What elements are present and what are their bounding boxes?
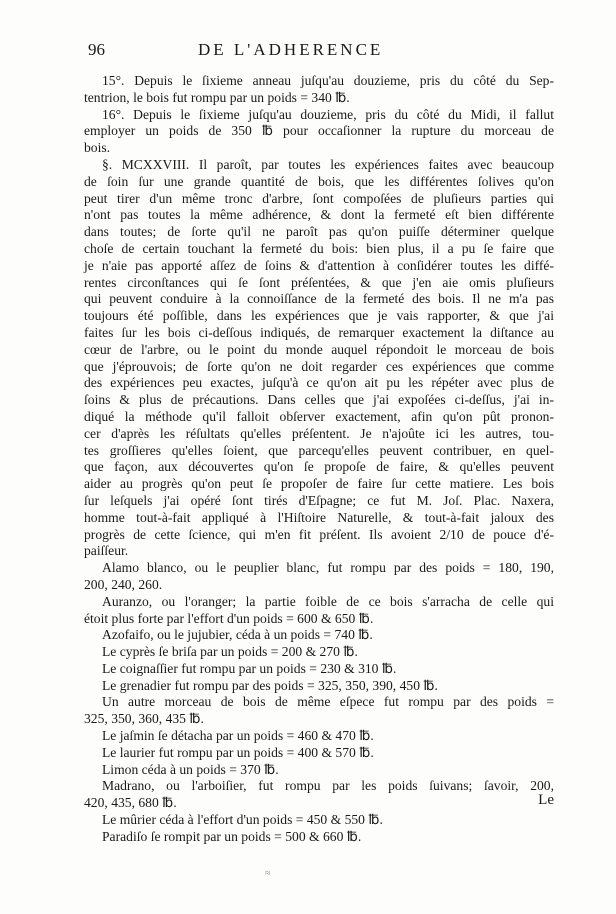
- text-line: peut tirer d'un même tronc d'arbre, ſont compoſées de pluſieurs parties qui: [84, 190, 554, 206]
- text-line: Alamo blanco, ou le peuplier blanc, fut rompu par des poids = 180, 190,: [102, 560, 554, 576]
- page-header: [88, 40, 556, 60]
- text-line: choſe de certain touchant la fermeté du bois: bien plus, il a pu ſe faire que: [84, 240, 554, 256]
- text-line: bois.: [84, 140, 111, 156]
- text-line: faites ſur les bois ci-deſſous indiqués, de remarquer exactement la diſtance au: [84, 324, 554, 340]
- text-line: Azofaifo, ou le jujubier, céda à un poids = 740 ℔.: [102, 627, 373, 643]
- text-line: Paradiſo ſe rompit par un poids = 500 & 660 ℔.: [102, 828, 362, 844]
- text-line: Un autre morceau de bois de même eſpece fut rompu par des poids =: [102, 694, 554, 710]
- text-line: cœur de l'arbre, ou le point du monde auquel répondoit le morceau de bois: [84, 341, 554, 357]
- text-line: Le grenadier fut rompu par des poids = 325, 350, 390, 450 ℔.: [102, 677, 438, 693]
- text-line: Limon céda à un poids = 370 ℔.: [102, 761, 279, 777]
- text-line: diqué la méthode qu'il falloit obſerver exactement, afin qu'on pût pronon-: [84, 408, 554, 424]
- text-line: tentrion, le bois fut rompu par un poids = 340 ℔.: [84, 89, 350, 105]
- text-line: progrès de cette ſcience, qui m'en fit préſent. Ils avoient 2/10 de pouce d'é-: [84, 526, 554, 542]
- text-line: dans toutes; de ſorte qu'il ne paroît pas qu'on puiſſe déterminer quelque: [84, 224, 554, 240]
- text-line: 16°. Depuis le ſixieme juſqu'au douzieme, pris du côté du Midi, il fallut: [102, 106, 554, 122]
- text-line: aider au progrès qu'on peut ſe propoſer de faire ſur cette matiere. Les bois: [84, 476, 554, 492]
- text-line: de ſoin ſur une grande quantité de bois, que les différentes ſolives qu'on: [84, 173, 554, 189]
- text-line: qui peuvent conduire à la connoiſſance de la fermeté des bois. Il ne m'a pas: [84, 291, 554, 307]
- text-line: que façon, aux découvertes qu'on ſe propoſe de faire, & qu'elles peuvent: [84, 459, 554, 475]
- text-line: tes groſſieres qu'elles ſoient, que parcequ'elles peuvent contribuer, en quel-: [84, 442, 554, 458]
- text-line: homme tout-à-fait appliqué à l'Hiſtoire Naturelle, & tout-à-fait jaloux des: [84, 509, 554, 525]
- text-line: que j'éprouvois; de ſorte qu'on ne doit regarder ces expériences que comme: [84, 358, 554, 374]
- text-line: toujours été poſſible, dans les expériences que je vais rapporter, & que j'ai: [84, 308, 554, 324]
- running-title: DE L'ADHERENCE: [198, 40, 384, 59]
- page-number: 96: [88, 40, 105, 59]
- text-line: n'ont pas toutes la même adhérence, & dont la fermeté eſt bien différente: [84, 207, 554, 223]
- footer-mark: ≈: [265, 868, 271, 879]
- text-line: employer un poids de 350 ℔ pour occaſionner la rupture du morceau de: [84, 123, 554, 139]
- text-line: paiſſeur.: [84, 543, 129, 559]
- text-line: étoit plus forte par l'effort d'un poids = 600 & 650 ℔.: [84, 610, 374, 626]
- text-line: Le cyprès ſe briſa par un poids = 200 & 270 ℔.: [102, 644, 358, 660]
- text-line: 420, 435, 680 ℔.: [84, 795, 177, 811]
- text-line: Le jaſmin ſe détacha par un poids = 460 & 470 ℔.: [102, 728, 374, 744]
- text-line: Auranzo, ou l'oranger; la partie foible de ce bois s'arracha de celle qui: [102, 593, 554, 609]
- catchword: Le: [538, 792, 554, 808]
- text-line: Le coignaſſier fut rompu par un poids = 230 & 310 ℔.: [102, 660, 397, 676]
- text-line: §. MCXXVIII. Il paroît, par toutes les expériences faites avec beaucoup: [102, 156, 554, 172]
- text-line: rentes circonſtances qui ſe ſont préſentées, & que j'en aie omis pluſieurs: [84, 274, 554, 290]
- text-line: 325, 350, 360, 435 ℔.: [84, 711, 204, 727]
- text-line: Le laurier fut rompu par un poids = 400 & 570 ℔.: [102, 744, 374, 760]
- text-line: Le mûrier céda à l'effort d'un poids = 450 & 550 ℔.: [102, 812, 383, 828]
- text-line: ſoins & plus de précautions. Dans celles que j'ai expoſées ci-deſſus, j'ai in-: [84, 392, 554, 408]
- text-line: 200, 240, 260.: [84, 576, 163, 592]
- text-line: je n'aie pas apporté aſſez de ſoins & d'attention à conſidérer toutes les diffé-: [84, 257, 554, 273]
- text-line: des expériences peu exactes, juſqu'à ce qu'on ait pu les répéter avec plus de: [84, 375, 554, 391]
- text-line: ſur leſquels j'ai opéré ſont tirés d'Eſpagne; ce fut M. Joſ. Plac. Naxera,: [84, 492, 554, 508]
- text-line: cer d'après les réſultats qu'elles préſentent. Je n'ajoûte ici les autres, tou-: [84, 425, 554, 441]
- body-text: [84, 73, 554, 846]
- text-line: Madrano, ou l'arboiſier, fut rompu par les poids ſuivans; ſavoir, 200,: [102, 778, 554, 794]
- text-line: 15°. Depuis le ſixieme anneau juſqu'au douzieme, pris du côté du Sep-: [102, 73, 554, 88]
